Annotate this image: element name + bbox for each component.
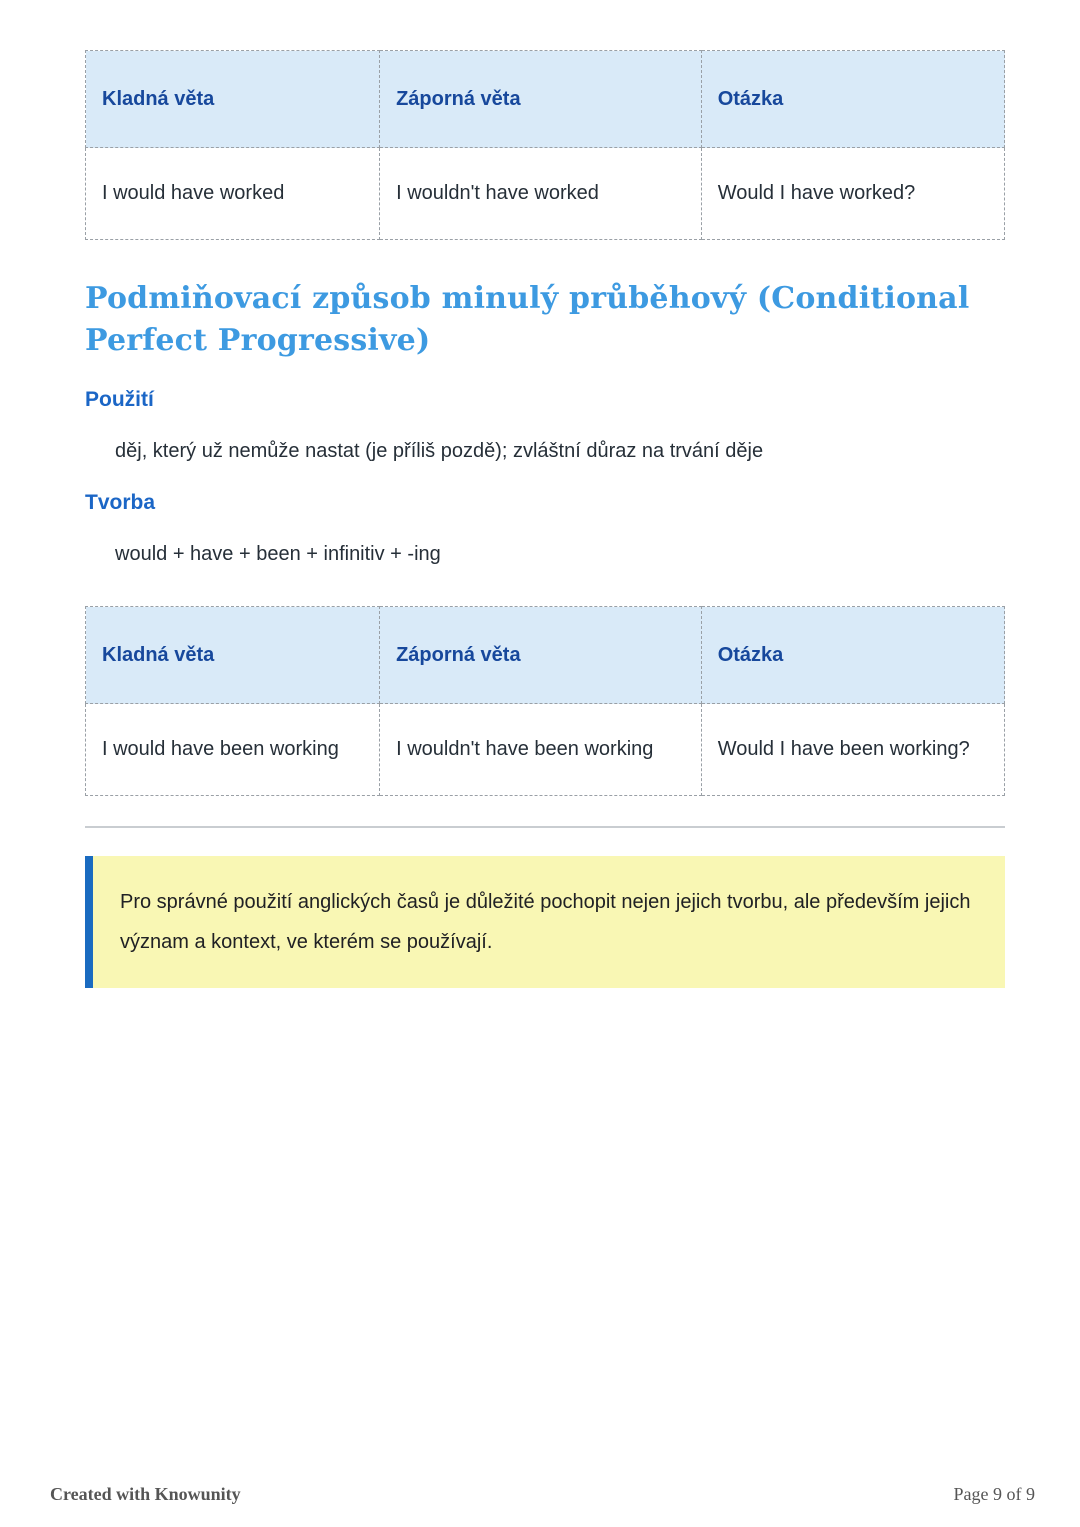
table-row bbox=[86, 148, 1005, 240]
cell-question: Would I have been working? bbox=[701, 704, 1004, 796]
cell-question: Would I have worked? bbox=[701, 148, 1004, 240]
note-callout-text: Pro správné použití anglických časů je důležité pochopit nejen jejich tvorbu, ale především jejich význam a kontext, ve kterém se používají. bbox=[120, 891, 971, 953]
section-divider bbox=[85, 826, 1005, 828]
column-header-question: Otázka bbox=[701, 51, 1004, 148]
cell-affirmative: I would have worked bbox=[86, 148, 380, 240]
form-label: Tvorba bbox=[85, 491, 156, 514]
page-number: Page 9 of 9 bbox=[953, 1484, 1035, 1504]
page-footer bbox=[50, 1484, 1035, 1505]
form-text: would + have + been + infinitiv + -ing bbox=[115, 543, 441, 565]
column-header-affirmative: Kladná věta bbox=[86, 607, 380, 704]
usage-text: děj, který už nemůže nastat (je příliš pozdě); zvláštní důraz na trvání děje bbox=[115, 440, 764, 462]
conditional-perfect-progressive-table bbox=[85, 606, 1005, 796]
table-row bbox=[86, 704, 1005, 796]
table-header-row bbox=[86, 51, 1005, 148]
note-callout bbox=[85, 856, 1005, 988]
column-header-affirmative: Kladná věta bbox=[86, 51, 380, 148]
conditional-perfect-table bbox=[85, 50, 1005, 240]
usage-label: Použití bbox=[85, 388, 154, 411]
cell-negative: I wouldn't have been working bbox=[380, 704, 702, 796]
column-header-negative: Záporná věta bbox=[380, 607, 702, 704]
column-header-negative: Záporná věta bbox=[380, 51, 702, 148]
knowunity-brand-credit: Created with Knowunity bbox=[50, 1484, 241, 1504]
table-header-row bbox=[86, 607, 1005, 704]
cell-negative: I wouldn't have worked bbox=[380, 148, 702, 240]
section-heading: Podmiňovací způsob minulý průběhový (Conditional Perfect Progressive) bbox=[85, 281, 970, 358]
column-header-question: Otázka bbox=[701, 607, 1004, 704]
cell-affirmative: I would have been working bbox=[86, 704, 380, 796]
